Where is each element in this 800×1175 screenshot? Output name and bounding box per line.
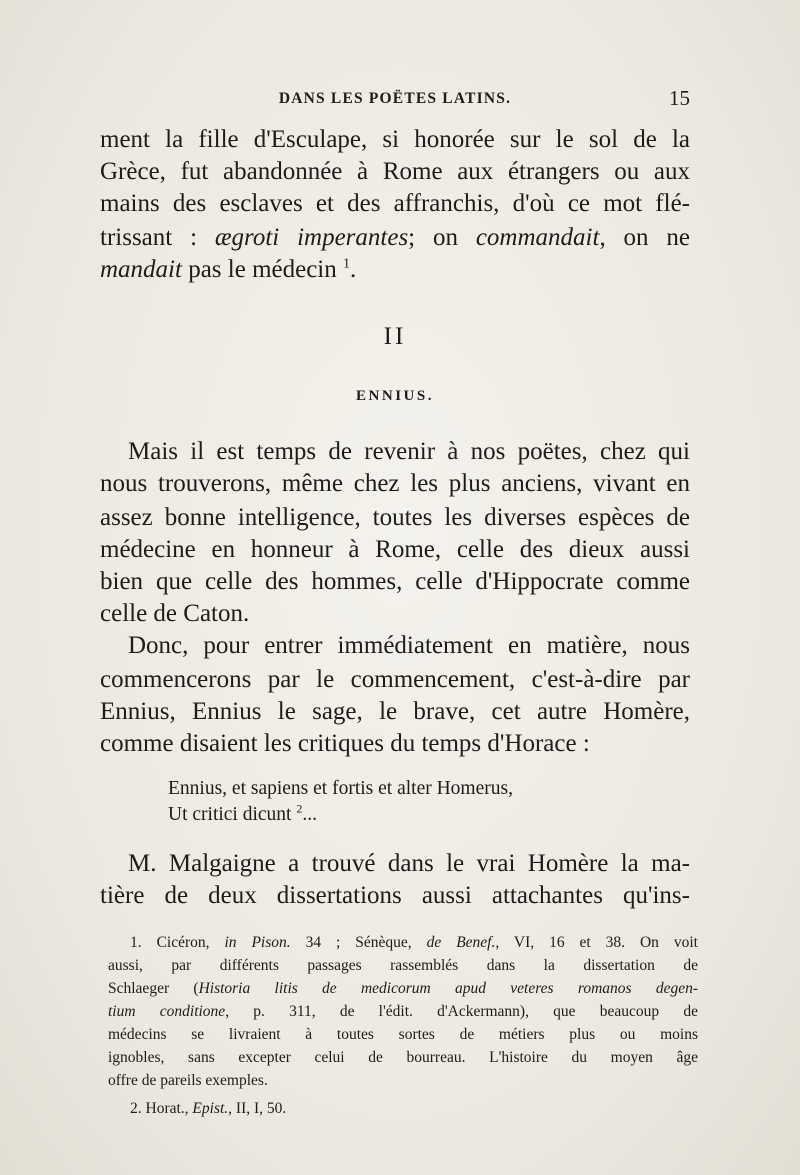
text: ; on: [408, 224, 476, 251]
text-line: tière de deux dissertations aussi attachantes qu'ins-: [100, 882, 690, 909]
text-line: [100, 222, 690, 254]
italic-phrase: Historia litis de medicorum apud veteres romanos degen-: [198, 980, 698, 997]
footnote-line: aussi, par différents passages rassemblés dans la dissertation de: [108, 957, 698, 974]
text-line: Grèce, fut abandonnée à Rome aux étrangers ou aux: [100, 158, 690, 185]
text-line: Ennius, Ennius le sage, le brave, cet autre Homère,: [100, 698, 690, 725]
text: 34 ; Sénèque,: [290, 934, 427, 951]
running-title: DANS LES POËTES LATINS.: [278, 90, 512, 107]
text: 1. Cicéron,: [130, 934, 225, 951]
footnote-ref: 1: [343, 256, 351, 272]
footnote-line: [108, 978, 698, 1000]
italic-phrase: mandait: [100, 256, 182, 283]
footnote-line: [130, 1098, 698, 1120]
footnote-line: [108, 1001, 698, 1023]
text-line: [100, 254, 690, 286]
page-header: [100, 86, 690, 114]
text-line: celle de Caton.: [100, 600, 250, 627]
text-line: bien que celle des hommes, celle d'Hippocrate comme: [100, 568, 690, 595]
text-line: Donc, pour entrer immédiatement en matière, nous: [128, 632, 690, 659]
text: , II, I, 50.: [228, 1100, 287, 1117]
footnote-line: [130, 932, 698, 954]
text-line: médecine en honneur à Rome, celle des dieux aussi: [100, 536, 690, 563]
text: Ut critici dicunt: [168, 804, 297, 825]
footnote-line: ignobles, sans excepter celui de bourreau. L'histoire du moyen âge: [108, 1049, 698, 1066]
text: Schlaeger (: [108, 980, 199, 997]
text-line: assez bonne intelligence, toutes les diverses espèces de: [100, 504, 690, 531]
text-line: mains des esclaves et des affranchis, d'où ce mot flé-: [100, 190, 690, 217]
text-line: Mais il est temps de revenir à nos poëtes, chez qui: [128, 438, 690, 465]
text: .: [350, 256, 357, 283]
italic-phrase: de Benef.: [426, 934, 496, 951]
text: 2. Horat.,: [130, 1100, 193, 1117]
italic-phrase: in Pison.: [224, 934, 291, 951]
text: , VI, 16 et 38. On voit: [495, 934, 698, 951]
footnote-line: médecins se livraient à toutes sortes de métiers plus ou moins: [108, 1026, 698, 1043]
text: ...: [302, 804, 317, 825]
italic-phrase: commandait: [475, 224, 600, 251]
text: pas le médecin: [181, 256, 344, 283]
text-line: commencerons par le commencement, c'est-à-dire par: [100, 666, 690, 693]
text-line: comme disaient les critiques du temps d'Horace :: [100, 730, 590, 757]
italic-phrase: Epist.: [192, 1100, 229, 1117]
footnote-ref: 2: [296, 801, 303, 816]
section-number: II: [383, 323, 407, 350]
page-number: 15: [669, 86, 690, 110]
text-line: M. Malgaigne a trouvé dans le vrai Homère la ma-: [128, 850, 690, 877]
text-line: nous trouverons, même chez les plus anciens, vivant en: [100, 470, 690, 497]
italic-phrase: tium conditione: [108, 1003, 226, 1020]
quote-line: Ennius, et sapiens et fortis et alter Homerus,: [168, 778, 513, 799]
quote-line: [168, 802, 317, 828]
text: trissant :: [100, 224, 215, 251]
section-title: ENNIUS.: [356, 388, 434, 404]
footnote-line: offre de pareils exemples.: [108, 1072, 268, 1089]
italic-phrase: ægroti imperantes: [214, 224, 409, 251]
text: , on ne: [599, 224, 690, 251]
text-line: ment la fille d'Esculape, si honorée sur le sol de la: [100, 126, 690, 153]
text: , p. 311, de l'édit. d'Ackermann), que beaucoup de: [225, 1003, 698, 1020]
